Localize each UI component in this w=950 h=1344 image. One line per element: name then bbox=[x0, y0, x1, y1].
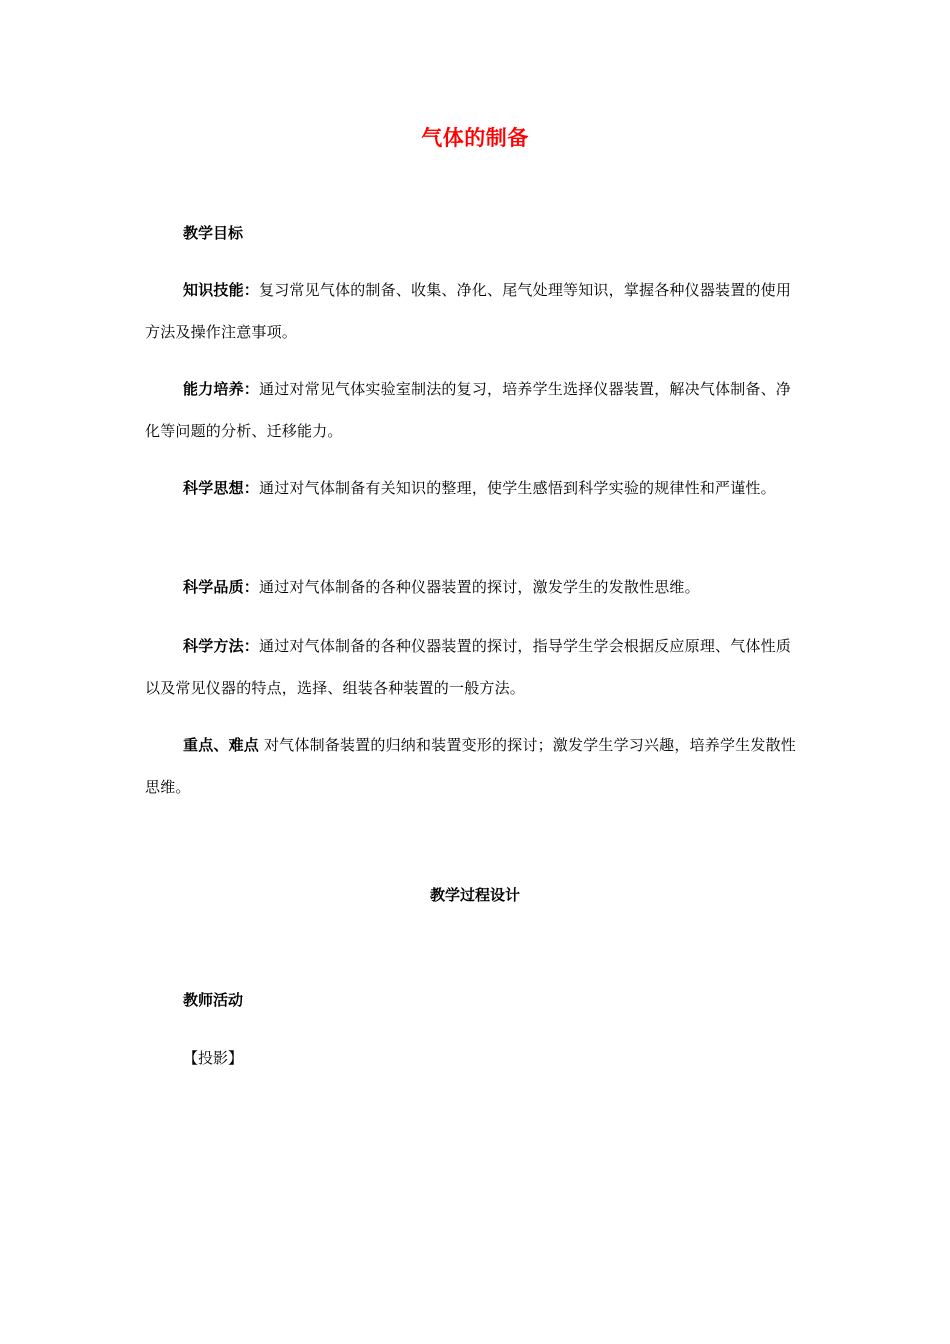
paragraph-label: 重点、难点 bbox=[183, 736, 260, 754]
teacher-activity-heading: 教师活动 bbox=[183, 991, 244, 1009]
paragraph-text: 复习常见气体的制备、收集、净化、尾气处理等知识，掌握各种仪器装置的使用方法及操作注意事项。 bbox=[145, 281, 792, 341]
process-heading: 教学过程设计 bbox=[429, 886, 520, 904]
paragraph-scientific-thought bbox=[145, 467, 805, 509]
projection-label: 【投影】 bbox=[183, 1049, 244, 1067]
paragraph-knowledge-skills bbox=[145, 269, 805, 353]
document-title: 气体的制备 bbox=[421, 126, 529, 150]
objectives-heading: 教学目标 bbox=[183, 224, 244, 242]
paragraph-text: 通过对气体制备的各种仪器装置的探讨，指导学生学会根据反应原理、气体性质以及常见仪器的特点，选择、组装各种装置的一般方法。 bbox=[145, 637, 792, 697]
paragraph-scientific-method bbox=[145, 625, 805, 709]
paragraph-text: 通过对常见气体实验室制法的复习，培养学生选择仪器装置，解决气体制备、净化等问题的分析、迁移能力。 bbox=[145, 380, 792, 440]
paragraph-scientific-quality bbox=[145, 566, 805, 608]
paragraph-label: 能力培养： bbox=[183, 380, 260, 398]
paragraph-key-points bbox=[145, 724, 805, 808]
paragraph-ability bbox=[145, 368, 805, 452]
paragraph-label: 科学方法： bbox=[183, 637, 260, 655]
paragraph-text: 通过对气体制备有关知识的整理，使学生感悟到科学实验的规律性和严谨性。 bbox=[259, 479, 776, 497]
paragraph-label: 科学思想： bbox=[183, 479, 260, 497]
paragraph-text: 对气体制备装置的归纳和装置变形的探讨；激发学生学习兴趣，培养学生发散性思维。 bbox=[145, 736, 796, 796]
paragraph-label: 科学品质： bbox=[183, 578, 260, 596]
paragraph-text: 通过对气体制备的各种仪器装置的探讨，激发学生的发散性思维。 bbox=[259, 578, 700, 596]
paragraph-label: 知识技能： bbox=[183, 281, 260, 299]
